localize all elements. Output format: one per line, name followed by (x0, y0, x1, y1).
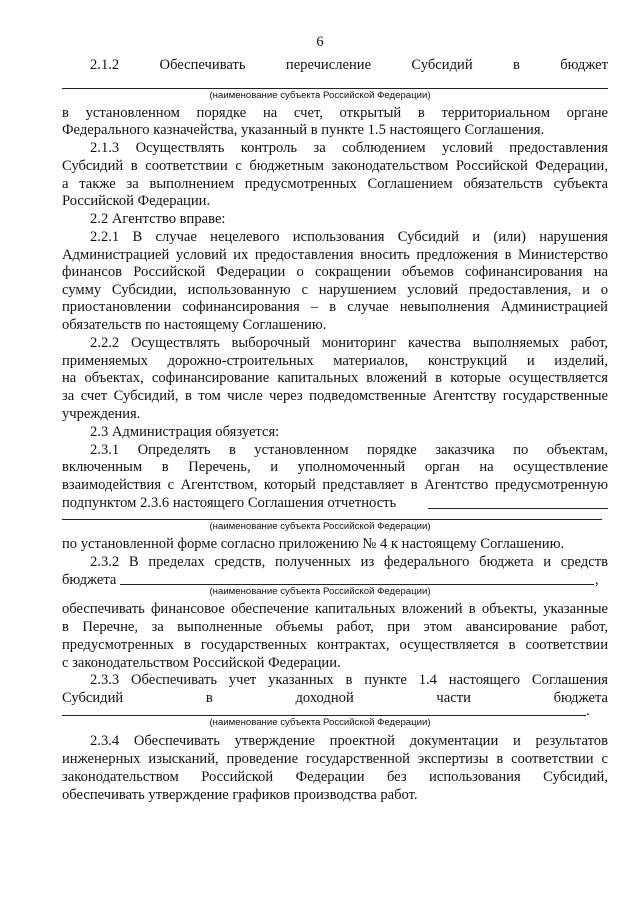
text-line: Федерального казначейства, указанный в пункте 1.5 настоящего Соглашения. (62, 122, 545, 138)
fill-in-blank (62, 715, 586, 716)
text-line: предусмотренных в государственных контрактах, осуществляется в соответствии (62, 637, 608, 653)
punctuation: . (586, 703, 590, 719)
text-line: с законодательством Российской Федерации. (62, 655, 341, 671)
text-line: законодательством Российской Федерации без использования Субсидий, (62, 769, 608, 785)
text-line: в установленном порядке на счет, открытый в территориальном органе (62, 105, 608, 121)
text-line: 2.3.4 Обеспечивать утверждение проектной документации и результатов (90, 733, 608, 749)
text-line: взаимодействия с Агентством, который представляет в Агентство предусмотренную (62, 477, 608, 493)
section-heading: 2.3 Администрация обязуется: (90, 424, 280, 440)
field-caption: (наименование субъекта Российской Федерации) (209, 717, 431, 728)
fill-in-blank (62, 519, 602, 520)
text-line: учреждения. (62, 406, 141, 422)
field-caption: (наименование субъекта Российской Федерации) (209, 586, 431, 597)
fill-in-blank (120, 584, 594, 585)
text-line: Администрацией условий их предоставления вносить предложения в Министерство (62, 247, 608, 263)
text-line: на объектах, софинансирование капитальных вложений в которые осуществляется (62, 370, 608, 386)
page-number: 6 (316, 34, 324, 50)
text-line: по установленной форме согласно приложению № 4 к настоящему Соглашению. (62, 536, 565, 552)
text-line: Субсидий в соответствии с бюджетным законодательством Российской Федерации, (62, 158, 608, 174)
text-line: 2.1.3 Осуществлять контроль за соблюдением условий предоставления (90, 140, 608, 156)
text-line: бюджета (62, 572, 117, 588)
text-line: 2.1.2 Обеспечивать перечисление Субсидий в бюджет (90, 57, 608, 73)
text-line: приостановлении софинансирования – в случае невыполнения Администрацией (62, 299, 608, 315)
field-caption: (наименование субъекта Российской Федерации) (209, 90, 431, 101)
text-line: 2.3.3 Обеспечивать учет указанных в пункте 1.4 настоящего Соглашения (90, 672, 608, 688)
text-line: обеспечивать финансовое обеспечение капитальных вложений в объекты, указанные (62, 601, 608, 617)
fill-in-blank (428, 508, 608, 509)
text-line: включенным в Перечень, и уполномоченный орган на осуществление (62, 459, 608, 475)
text-line: а также за выполнением предусмотренных Соглашением обязательств субъекта (62, 176, 608, 192)
text-line: сумму Субсидии, использованную с нарушением условий предоставления, и о (62, 282, 608, 298)
text-line: 2.3.2 В пределах средств, полученных из федерального бюджета и средств (90, 554, 608, 570)
section-heading: 2.2 Агентство вправе: (90, 211, 226, 227)
text-line: за счет Субсидий, в том числе через подведомственные Агентству государственные (62, 388, 608, 404)
text-line: применяемых дорожно-строительных материалов, конструкций и изделий, (62, 353, 608, 369)
text-line: Субсидий в доходной части бюджета (62, 690, 608, 706)
text-line: подпунктом 2.3.6 настоящего Соглашения отчетность (62, 495, 397, 511)
text-line: финансов Российской Федерации о сокращении объемов софинансирования на (62, 264, 608, 280)
text-line: 2.3.1 Определять в установленном порядке заказчика по объектам, (90, 442, 608, 458)
fill-in-blank (62, 88, 608, 89)
text-line: обязательств по настоящему Соглашению. (62, 317, 327, 333)
text-line: 2.2.1 В случае нецелевого использования Субсидий и (или) нарушения (90, 229, 608, 245)
text-line: 2.2.2 Осуществлять выборочный мониторинг качества выполняемых работ, (90, 335, 608, 351)
text-line: обеспечивать утверждение графиков производства работ. (62, 787, 418, 803)
field-caption: (наименование субъекта Российской Федерации) (209, 521, 431, 532)
text-line: Российской Федерации. (62, 193, 211, 209)
text-line: в Перечне, за выполненные объемы работ, при этом авансирование работ, (62, 619, 608, 635)
text-line: инженерных изысканий, проведение государственной экспертизы в соответствии с (62, 751, 608, 767)
punctuation: , (595, 572, 599, 588)
